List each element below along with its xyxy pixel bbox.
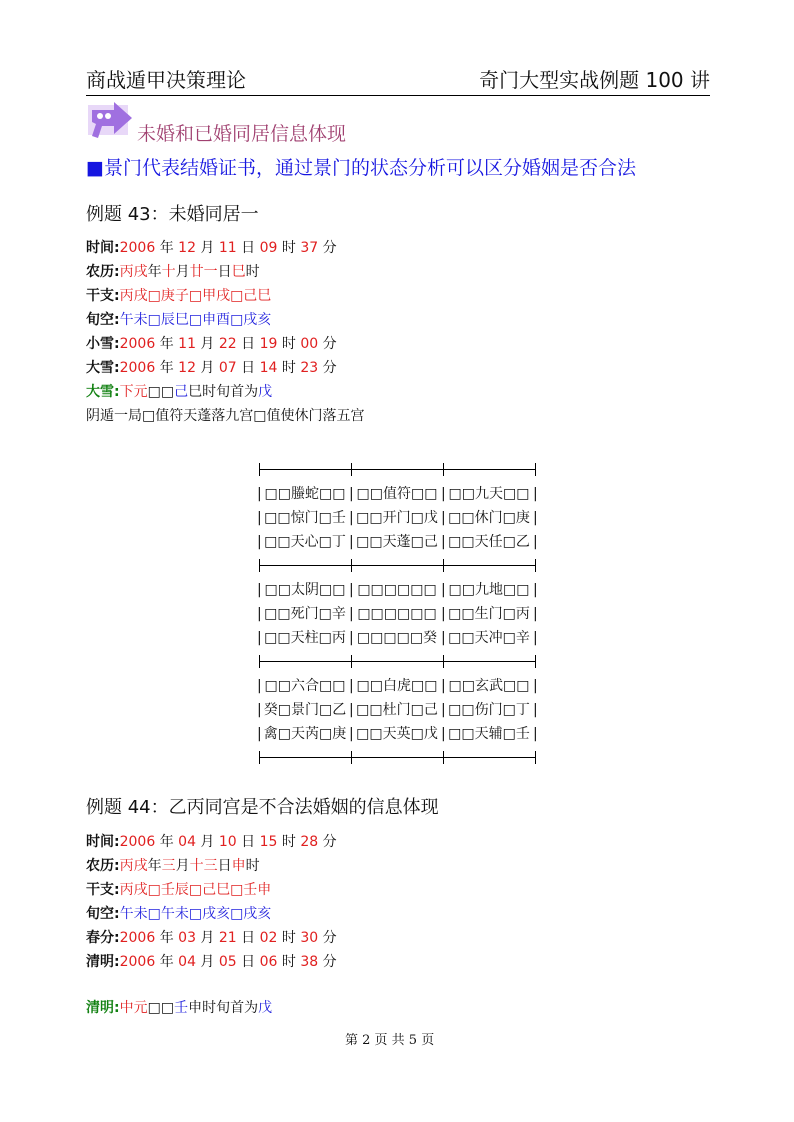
- info-value: 28: [300, 834, 319, 850]
- info-value: 日: [236, 336, 260, 352]
- info-value: 2006: [119, 360, 156, 376]
- info-value: 时: [277, 360, 301, 376]
- info-line: [86, 309, 271, 331]
- grid-text-row: [247, 698, 547, 722]
- grid-separator: [247, 458, 547, 482]
- grid-bar: |: [533, 582, 538, 598]
- info-value: 2006: [119, 240, 156, 256]
- info-value: 分: [318, 930, 337, 946]
- grid-text-row: [247, 722, 547, 746]
- grid-text-row: [247, 602, 547, 626]
- subtitle: ■景门代表结婚证书，通过景门的状态分析可以区分婚姻是否合法: [86, 157, 636, 179]
- info-value: 年: [155, 240, 179, 256]
- section-title: 未婚和已婚同居信息体现: [137, 123, 347, 145]
- info-value: 37: [300, 240, 319, 256]
- qimen-chart-grid: [247, 458, 547, 770]
- info-value: 日: [236, 954, 260, 970]
- grid-text-row: [247, 506, 547, 530]
- palace-cell: □□九天□□: [448, 486, 530, 502]
- palace-cell: □□太阴□□: [264, 582, 346, 598]
- info-value: 丙戌□壬辰□己巳□壬申: [119, 882, 272, 898]
- info-value: 年: [155, 954, 179, 970]
- grid-bar: |: [257, 678, 262, 694]
- info-label: 清明:: [86, 954, 120, 970]
- grid-bar: |: [533, 678, 538, 694]
- info-value: 年: [155, 336, 179, 352]
- info-value: 15: [259, 834, 278, 850]
- example-44-title: 例题 44：乙丙同宫是不合法婚姻的信息体现: [86, 797, 439, 818]
- info-label: 旬空:: [86, 906, 120, 922]
- palace-cell: □□生门□丙: [448, 606, 530, 622]
- grid-separator: [247, 746, 547, 770]
- example-43-title: 例题 43：未婚同居一: [86, 204, 259, 225]
- info-value: 分: [318, 954, 337, 970]
- grid-bar: |: [533, 702, 538, 718]
- info-value: 年: [147, 858, 162, 874]
- arrow-mascot-icon: [88, 100, 138, 142]
- palace-cell: □□六合□□: [264, 678, 346, 694]
- info-value: 丙戌: [119, 264, 148, 280]
- palace-cell: □□九地□□: [448, 582, 530, 598]
- info-value: □□: [147, 384, 175, 400]
- info-value: 00: [300, 336, 319, 352]
- grid-bar: |: [349, 678, 354, 694]
- info-label: 时间:: [86, 834, 120, 850]
- info-value: 06: [259, 954, 278, 970]
- grid-text-row: [247, 674, 547, 698]
- palace-cell: □□惊门□壬: [264, 510, 346, 526]
- info-value: 月: [175, 858, 190, 874]
- info-value: 午未□午未□戌亥□戌亥: [119, 906, 272, 922]
- info-value: 30: [300, 930, 319, 946]
- palace-cell: □□螣蛇□□: [264, 486, 346, 502]
- info-value: 巳时旬首为: [188, 384, 259, 400]
- header-left: 商战遁甲决策理论: [86, 68, 246, 92]
- info-value: 月: [175, 264, 190, 280]
- info-value: 十: [161, 264, 176, 280]
- info-value: 11: [178, 336, 196, 352]
- info-line: [86, 879, 271, 901]
- grid-bar: |: [349, 534, 354, 550]
- info-value: 丙戌□庚子□甲戌□己巳: [119, 288, 272, 304]
- info-value: 日: [236, 360, 260, 376]
- info-value: 19: [259, 336, 278, 352]
- grid-bar: |: [257, 486, 262, 502]
- grid-bar: |: [349, 630, 354, 646]
- info-value: 申时旬首为: [188, 1000, 259, 1016]
- info-label: 小雪:: [86, 336, 120, 352]
- info-value: 时: [277, 954, 301, 970]
- info-label: 旬空:: [86, 312, 120, 328]
- info-value: 月: [195, 336, 219, 352]
- grid-bar: |: [257, 606, 262, 622]
- info-line: [86, 357, 337, 379]
- info-value: 月: [195, 834, 219, 850]
- palace-cell: □□天英□戊: [356, 726, 438, 742]
- grid-bar: |: [441, 486, 446, 502]
- palace-cell: □□□□□癸: [356, 630, 438, 646]
- grid-bar: |: [349, 582, 354, 598]
- grid-bar: |: [441, 630, 446, 646]
- info-value: 月: [195, 240, 219, 256]
- palace-cell: □□伤门□丁: [448, 702, 530, 718]
- info-line: [86, 333, 337, 355]
- info-value: 日: [236, 930, 260, 946]
- grid-bar: |: [441, 582, 446, 598]
- grid-bar: |: [257, 534, 262, 550]
- info-line: [86, 381, 272, 403]
- info-value: 02: [259, 930, 278, 946]
- info-value: 阴遁一局□值符天蓬落九宫□值使休门落五宫: [86, 408, 365, 424]
- grid-separator: [247, 650, 547, 674]
- info-value: □□: [147, 1000, 175, 1016]
- grid-bar: |: [441, 726, 446, 742]
- info-value: 日: [217, 858, 232, 874]
- info-value: 日: [236, 834, 260, 850]
- info-value: 月: [195, 360, 219, 376]
- info-value: 04: [178, 834, 196, 850]
- info-value: 09: [259, 240, 278, 256]
- info-line: [86, 405, 364, 427]
- info-value: 分: [318, 360, 337, 376]
- info-value: 己: [174, 384, 189, 400]
- grid-bar: |: [441, 534, 446, 550]
- grid-bar: |: [441, 702, 446, 718]
- info-value: 2006: [119, 336, 156, 352]
- palace-cell: □□休门□庚: [448, 510, 530, 526]
- info-value: 07: [218, 360, 237, 376]
- info-value: 戊: [258, 384, 273, 400]
- info-label: 大雪:: [86, 384, 120, 400]
- info-value: 03: [178, 930, 196, 946]
- info-value: 05: [218, 954, 237, 970]
- info-value: 十三: [189, 858, 218, 874]
- info-value: 时: [277, 336, 301, 352]
- info-value: 分: [318, 240, 337, 256]
- info-label: 干支:: [86, 288, 120, 304]
- palace-cell: □□天任□乙: [448, 534, 530, 550]
- page-footer: 第 2 页 共 5 页: [345, 1033, 435, 1048]
- grid-bar: |: [257, 582, 262, 598]
- info-value: 中元: [119, 1000, 148, 1016]
- info-value: 11: [218, 240, 237, 256]
- info-value: 23: [300, 360, 319, 376]
- info-line: [86, 855, 260, 877]
- grid-text-row: [247, 482, 547, 506]
- info-label: 清明:: [86, 1000, 120, 1016]
- info-line: [86, 997, 272, 1019]
- info-value: 月: [195, 954, 219, 970]
- info-value: 戊: [258, 1000, 273, 1016]
- grid-bar: |: [441, 510, 446, 526]
- grid-bar: |: [533, 630, 538, 646]
- info-label: 大雪:: [86, 360, 120, 376]
- info-value: 丙戌: [119, 858, 148, 874]
- palace-cell: □□死门□辛: [264, 606, 346, 622]
- info-value: 2006: [119, 834, 156, 850]
- info-value: 三: [161, 858, 176, 874]
- palace-cell: □□□□□□: [357, 582, 437, 598]
- palace-cell: □□天辅□壬: [448, 726, 530, 742]
- info-value: 下元: [119, 384, 148, 400]
- info-value: 年: [147, 264, 162, 280]
- grid-bar: |: [257, 630, 262, 646]
- info-value: 时: [277, 240, 301, 256]
- info-value: 38: [300, 954, 319, 970]
- header-rule: [86, 95, 710, 96]
- info-value: 时: [277, 834, 301, 850]
- info-line: [86, 903, 271, 925]
- info-value: 12: [178, 240, 196, 256]
- palace-cell: □□开门□戊: [356, 510, 438, 526]
- info-line: [86, 951, 337, 973]
- grid-bar: |: [349, 606, 354, 622]
- info-value: 壬: [174, 1000, 189, 1016]
- palace-cell: □□值符□□: [356, 486, 438, 502]
- info-value: 年: [155, 930, 179, 946]
- info-line: [86, 831, 337, 853]
- info-value: 04: [178, 954, 196, 970]
- info-line: [86, 285, 271, 307]
- info-label: 时间:: [86, 240, 120, 256]
- info-value: 分: [318, 834, 337, 850]
- info-line: [86, 261, 260, 283]
- info-value: 22: [218, 336, 237, 352]
- grid-text-row: [247, 626, 547, 650]
- info-value: 2006: [119, 930, 156, 946]
- palace-cell: □□天冲□辛: [448, 630, 530, 646]
- info-value: 时: [277, 930, 301, 946]
- header-right: 奇门大型实战例题 100 讲: [479, 68, 710, 92]
- palace-cell: □□□□□□: [357, 606, 437, 622]
- info-line: [86, 237, 337, 259]
- palace-cell: 癸□景门□乙: [263, 702, 347, 718]
- palace-cell: □□玄武□□: [448, 678, 530, 694]
- grid-separator: [247, 554, 547, 578]
- grid-bar: |: [533, 726, 538, 742]
- palace-cell: □□天心□丁: [264, 534, 346, 550]
- info-value: 分: [318, 336, 337, 352]
- info-value: 时: [245, 858, 260, 874]
- info-label: 干支:: [86, 882, 120, 898]
- palace-cell: □□白虎□□: [356, 678, 438, 694]
- grid-bar: |: [257, 510, 262, 526]
- palace-cell: □□天柱□丙: [264, 630, 346, 646]
- info-value: 申: [231, 858, 246, 874]
- palace-cell: □□杜门□己: [356, 702, 438, 718]
- info-value: 巳: [231, 264, 246, 280]
- info-value: 廿一: [189, 264, 218, 280]
- grid-bar: |: [441, 606, 446, 622]
- info-label: 春分:: [86, 930, 120, 946]
- grid-bar: |: [349, 486, 354, 502]
- info-value: 年: [155, 360, 179, 376]
- info-value: 12: [178, 360, 196, 376]
- grid-bar: |: [349, 702, 354, 718]
- info-value: 年: [155, 834, 179, 850]
- grid-bar: |: [257, 702, 262, 718]
- palace-cell: 禽□天芮□庚: [263, 726, 347, 742]
- info-value: 日: [217, 264, 232, 280]
- info-label: 农历:: [86, 858, 120, 874]
- info-label: 农历:: [86, 264, 120, 280]
- grid-bar: |: [533, 606, 538, 622]
- grid-bar: |: [441, 678, 446, 694]
- info-value: 月: [195, 930, 219, 946]
- palace-cell: □□天蓬□己: [356, 534, 438, 550]
- info-value: 10: [218, 834, 237, 850]
- grid-bar: |: [533, 534, 538, 550]
- grid-bar: |: [349, 726, 354, 742]
- info-value: 午未□辰巳□申酉□戌亥: [119, 312, 272, 328]
- info-value: 21: [218, 930, 237, 946]
- grid-text-row: [247, 530, 547, 554]
- grid-bar: |: [257, 726, 262, 742]
- info-value: 时: [245, 264, 260, 280]
- info-value: 日: [236, 240, 260, 256]
- grid-bar: |: [533, 510, 538, 526]
- info-line: [86, 927, 337, 949]
- grid-bar: |: [533, 486, 538, 502]
- info-value: 14: [259, 360, 278, 376]
- grid-bar: |: [349, 510, 354, 526]
- info-value: 2006: [119, 954, 156, 970]
- grid-text-row: [247, 578, 547, 602]
